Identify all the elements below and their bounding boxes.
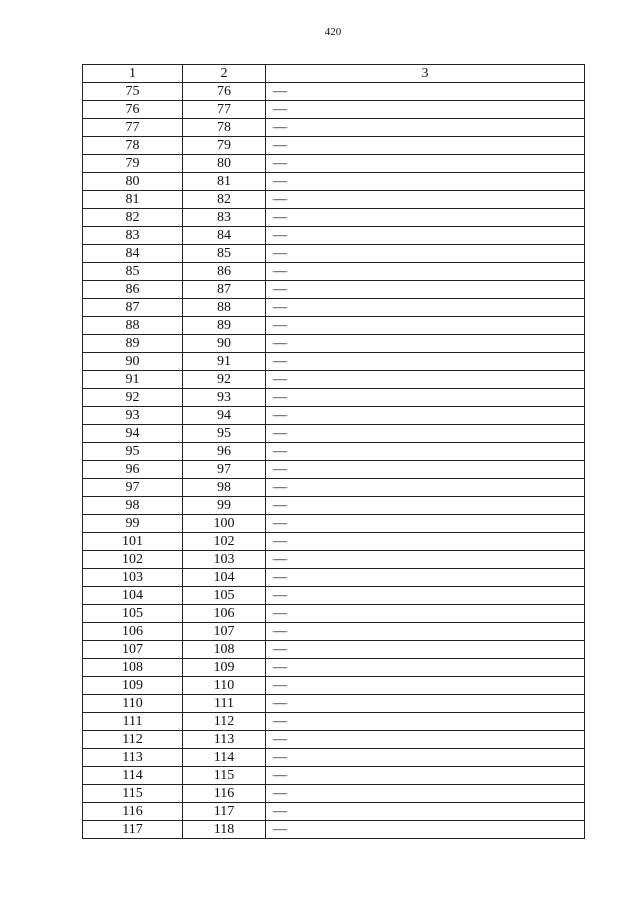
table-cell-col-1: 112 [83,731,183,749]
table-cell-col-2: 112 [183,713,266,731]
table-cell-col-3: — [266,209,585,227]
table-cell-col-2: 105 [183,587,266,605]
table-cell-col-2: 104 [183,569,266,587]
table-cell-col-2: 100 [183,515,266,533]
table-cell-col-3: — [266,479,585,497]
table-row [83,785,585,803]
table-cell-col-2: 97 [183,461,266,479]
table-cell-col-2: 87 [183,281,266,299]
header-row [83,65,585,83]
table-row [83,101,585,119]
table-row [83,605,585,623]
table-cell-col-3: — [266,119,585,137]
table-cell-col-1: 109 [83,677,183,695]
table-cell-col-1: 93 [83,407,183,425]
table-row [83,281,585,299]
table-row [83,119,585,137]
table-row [83,443,585,461]
table-cell-col-3: — [266,713,585,731]
table-cell-col-3: — [266,443,585,461]
table-row [83,569,585,587]
table-row [83,407,585,425]
table-cell-col-2: 109 [183,659,266,677]
table-cell-col-1: 80 [83,173,183,191]
table-header [83,65,585,83]
table-cell-col-2: 93 [183,389,266,407]
table-cell-col-1: 90 [83,353,183,371]
table-cell-col-3: — [266,821,585,839]
table-cell-col-2: 110 [183,677,266,695]
table-cell-col-1: 79 [83,155,183,173]
table-row [83,353,585,371]
table-cell-col-1: 86 [83,281,183,299]
table-row [83,299,585,317]
table-cell-col-3: — [266,641,585,659]
table-cell-col-2: 85 [183,245,266,263]
table-row [83,137,585,155]
table-row [83,389,585,407]
table-cell-col-2: 115 [183,767,266,785]
table-cell-col-3: — [266,317,585,335]
table-row [83,209,585,227]
table-cell-col-1: 117 [83,821,183,839]
table-cell-col-2: 117 [183,803,266,821]
table-cell-col-1: 115 [83,785,183,803]
table-cell-col-3: — [266,497,585,515]
table-row [83,659,585,677]
table-cell-col-2: 114 [183,749,266,767]
table-cell-col-3: — [266,551,585,569]
table-cell-col-3: — [266,425,585,443]
table-cell-col-2: 84 [183,227,266,245]
table-cell-col-3: — [266,335,585,353]
table-cell-col-1: 75 [83,83,183,101]
column-header-3: 3 [266,65,585,83]
table-cell-col-2: 95 [183,425,266,443]
table-row [83,461,585,479]
table-cell-col-1: 94 [83,425,183,443]
table-cell-col-2: 80 [183,155,266,173]
table-row [83,173,585,191]
table-row [83,497,585,515]
table-row [83,677,585,695]
table-body [83,83,585,839]
table-cell-col-1: 106 [83,623,183,641]
table-cell-col-2: 76 [183,83,266,101]
table-cell-col-3: — [266,695,585,713]
table-cell-col-2: 106 [183,605,266,623]
table-cell-col-1: 108 [83,659,183,677]
table-cell-col-3: — [266,587,585,605]
table-row [83,155,585,173]
table-cell-col-2: 82 [183,191,266,209]
table-cell-col-3: — [266,461,585,479]
table-cell-col-2: 77 [183,101,266,119]
table-cell-col-1: 98 [83,497,183,515]
table-row [83,821,585,839]
table-cell-col-1: 81 [83,191,183,209]
table-cell-col-2: 108 [183,641,266,659]
table-row [83,515,585,533]
table-row [83,371,585,389]
table-row [83,749,585,767]
table-cell-col-3: — [266,263,585,281]
table-cell-col-1: 83 [83,227,183,245]
table-cell-col-1: 97 [83,479,183,497]
table-cell-col-2: 111 [183,695,266,713]
table-cell-col-1: 111 [83,713,183,731]
table-cell-col-3: — [266,173,585,191]
table-cell-col-3: — [266,407,585,425]
table-row [83,551,585,569]
table-row [83,335,585,353]
table-cell-col-2: 88 [183,299,266,317]
table-row [83,767,585,785]
table-cell-col-3: — [266,623,585,641]
table-cell-col-1: 96 [83,461,183,479]
table-cell-col-3: — [266,299,585,317]
table-cell-col-1: 104 [83,587,183,605]
table-cell-col-3: — [266,191,585,209]
table-row [83,83,585,101]
table-cell-col-1: 88 [83,317,183,335]
table-cell-col-2: 91 [183,353,266,371]
column-header-2: 2 [183,65,266,83]
table-cell-col-3: — [266,659,585,677]
table-cell-col-1: 95 [83,443,183,461]
table-cell-col-1: 116 [83,803,183,821]
table-row [83,479,585,497]
table-cell-col-3: — [266,605,585,623]
table-row [83,533,585,551]
table-cell-col-1: 113 [83,749,183,767]
table-row [83,227,585,245]
table-cell-col-2: 81 [183,173,266,191]
table-cell-col-3: — [266,767,585,785]
table-cell-col-3: — [266,389,585,407]
table-cell-col-3: — [266,83,585,101]
table-cell-col-1: 105 [83,605,183,623]
table-cell-col-2: 99 [183,497,266,515]
table-cell-col-2: 90 [183,335,266,353]
table-cell-col-2: 107 [183,623,266,641]
table-cell-col-1: 84 [83,245,183,263]
table-cell-col-2: 79 [183,137,266,155]
table-row [83,587,585,605]
table-cell-col-2: 78 [183,119,266,137]
table-cell-col-1: 102 [83,551,183,569]
table-cell-col-2: 86 [183,263,266,281]
table-cell-col-3: — [266,101,585,119]
table-cell-col-1: 85 [83,263,183,281]
table-cell-col-1: 87 [83,299,183,317]
table-cell-col-2: 89 [183,317,266,335]
table-cell-col-1: 91 [83,371,183,389]
table-cell-col-3: — [266,137,585,155]
table-cell-col-3: — [266,533,585,551]
table-cell-col-2: 118 [183,821,266,839]
table-cell-col-2: 113 [183,731,266,749]
table-cell-col-2: 98 [183,479,266,497]
data-table [82,64,585,839]
table-cell-col-3: — [266,785,585,803]
table-cell-col-1: 99 [83,515,183,533]
table-cell-col-3: — [266,245,585,263]
table-row [83,263,585,281]
table-cell-col-3: — [266,803,585,821]
column-header-1: 1 [83,65,183,83]
table-cell-col-3: — [266,749,585,767]
table-row [83,641,585,659]
table-cell-col-3: — [266,731,585,749]
table-cell-col-3: — [266,227,585,245]
table-row [83,425,585,443]
table-cell-col-3: — [266,155,585,173]
table-cell-col-3: — [266,515,585,533]
table-cell-col-1: 76 [83,101,183,119]
table-row [83,695,585,713]
table-cell-col-2: 94 [183,407,266,425]
table-row [83,245,585,263]
table-row [83,803,585,821]
table-cell-col-2: 83 [183,209,266,227]
table-cell-col-1: 92 [83,389,183,407]
table-row [83,713,585,731]
table-cell-col-3: — [266,353,585,371]
table-row [83,623,585,641]
table-cell-col-2: 102 [183,533,266,551]
table-cell-col-2: 116 [183,785,266,803]
table-cell-col-3: — [266,371,585,389]
table-row [83,731,585,749]
table-cell-col-2: 92 [183,371,266,389]
table-cell-col-1: 110 [83,695,183,713]
table-cell-col-2: 103 [183,551,266,569]
table-cell-col-1: 82 [83,209,183,227]
table-cell-col-3: — [266,281,585,299]
table-cell-col-3: — [266,569,585,587]
table-cell-col-1: 78 [83,137,183,155]
table-row [83,317,585,335]
table-cell-col-1: 77 [83,119,183,137]
table-cell-col-1: 107 [83,641,183,659]
page-number: 420 [324,26,342,38]
table-cell-col-1: 103 [83,569,183,587]
table-cell-col-1: 114 [83,767,183,785]
table-row [83,191,585,209]
table-cell-col-1: 101 [83,533,183,551]
table-cell-col-2: 96 [183,443,266,461]
table-cell-col-1: 89 [83,335,183,353]
table-cell-col-3: — [266,677,585,695]
